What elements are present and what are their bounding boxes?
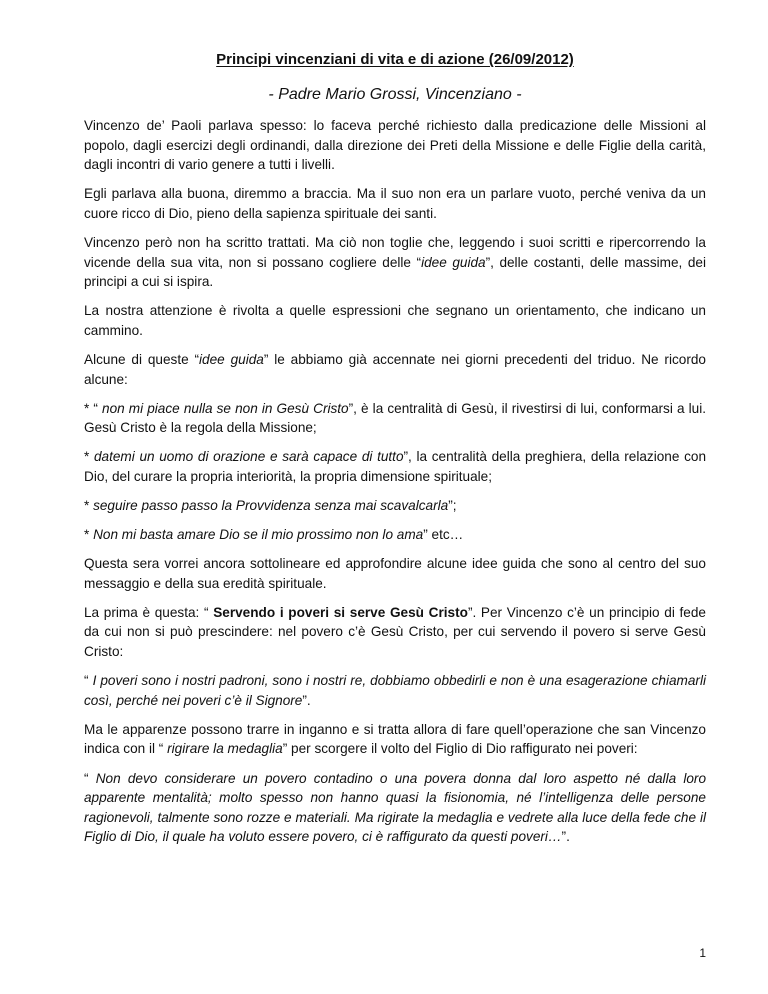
paragraph-2: Egli parlava alla buona, diremmo a braccia. Ma il suo non era un parlare vuoto, perché veniva da un cuore ricco di Dio, pieno della sapienza spirituale dei santi.	[84, 186, 706, 221]
emphasis-text: idee guida	[421, 254, 486, 270]
quote-text: datemi un uomo di orazione e sarà capace di tutto	[93, 449, 404, 465]
quote-text: I poveri sono i nostri padroni, sono i nostri re, dobbiamo obbedirli e non è una esagerazione chiamarli così, perché nei poveri c’è il Signore	[84, 673, 706, 708]
paragraph-10: Questa sera vorrei ancora sottolineare ed approfondire alcune idee guida che sono al centro del suo messaggio e della sua eredità spirituale.	[84, 556, 706, 591]
paragraph-4: La nostra attenzione è rivolta a quelle espressioni che segnano un orientamento, che indicano un cammino.	[84, 303, 706, 338]
bold-quote: Servendo i poveri si serve Gesù Cristo	[213, 604, 468, 620]
paragraph-5: Alcune di queste “idee guida” le abbiamo già accennate nei giorni precedenti del triduo. Ne ricordo alcune:	[84, 351, 706, 387]
page-number: 1	[699, 946, 706, 960]
quotation-2: “ Non devo considerare un povero contadino o una povera donna dal loro aspetto né dalla loro apparente mentalità; molto spesso non hanno quasi la fisionomia, né l’intelligenza delle persone ragionevoli, talmente sono rozze e materiali. Ma rigirate la medaglia e vedrete alla luce della fede che il Figlio di Dio, il quale ha voluto essere povero, ci è raffigurato da questi poveri…”.	[84, 770, 707, 845]
quotation-1: “ I poveri sono i nostri padroni, sono i nostri re, dobbiamo obbedirli e non è una esagerazione chiamarli così, perché nei poveri c’è il Signore”.	[84, 673, 706, 708]
emphasis-text: idee guida	[199, 351, 264, 367]
list-item-2: * datemi un uomo di orazione e sarà capace di tutto”, la centralità della preghiera, della relazione con Dio, del curare la propria interiorità, la propria dimensione spirituale;	[84, 449, 706, 484]
document-title: Principi vincenziani di vita e di azione (26/09/2012)	[216, 51, 574, 68]
emphasis-text: rigirare la medaglia	[167, 741, 283, 757]
quote-text: seguire passo passo la Provvidenza senza mai scavalcarla	[93, 498, 449, 513]
quote-text: Non devo considerare un povero contadino o una povera donna dal loro aspetto né dalla loro apparente mentalità; molto spesso non hanno quasi la fisionomia, né l’intelligenza delle persone ragionevoli, talmente sono rozze e materiali. Ma rigirate la medaglia e vedrete alla luce della fede che il Figlio di Dio, il quale ha voluto essere povero, ci è raffigurato da questi poveri…	[84, 770, 707, 845]
quote-text: non mi piace nulla se non in Gesù Cristo	[102, 400, 349, 416]
paragraph-11: La prima è questa: “ Servendo i poveri si serve Gesù Cristo”. Per Vincenzo c’è un principio di fede da cui non si può prescindere: nel povero c’è Gesù Cristo, per cui servendo il povero si serve Gesù Cristo:	[84, 604, 706, 660]
quote-text: Non mi basta amare Dio se il mio prossimo non lo ama	[93, 527, 424, 543]
document-subtitle: - Padre Mario Grossi, Vincenziano -	[268, 86, 522, 103]
paragraph-13: Ma le apparenze possono trarre in inganno e si tratta allora di fare quell’operazione che san Vincenzo indica con il “ rigirare la medaglia” per scorgere il volto del Figlio di Dio raffigurato nei poveri:	[84, 721, 706, 757]
list-item-4: * Non mi basta amare Dio se il mio prossimo non lo ama” etc…	[84, 527, 464, 543]
paragraph-3: Vincenzo però non ha scritto trattati. Ma ciò non toglie che, leggendo i suoi scritti e ripercorrendo la vicende della sua vita, non si possano cogliere delle “idee guida”, delle costanti, delle massime, dei principi a cui si ispira.	[84, 234, 706, 290]
paragraph-1: Vincenzo de’ Paoli parlava spesso: lo faceva perché richiesto dalla predicazione delle Missioni al popolo, dagli esercizi degli ordinandi, dalla direzione dei Preti della Missione e delle Figlie della carità, dagli incontri di vario genere a tutti i livelli.	[84, 118, 706, 173]
list-item-1: * “ non mi piace nulla se non in Gesù Cristo”, è la centralità di Gesù, il rivestirsi di lui, conformarsi a lui. Gesù Cristo è la regola della Missione;	[84, 400, 706, 436]
list-item-3: * seguire passo passo la Provvidenza senza mai scavalcarla”;	[84, 498, 457, 513]
